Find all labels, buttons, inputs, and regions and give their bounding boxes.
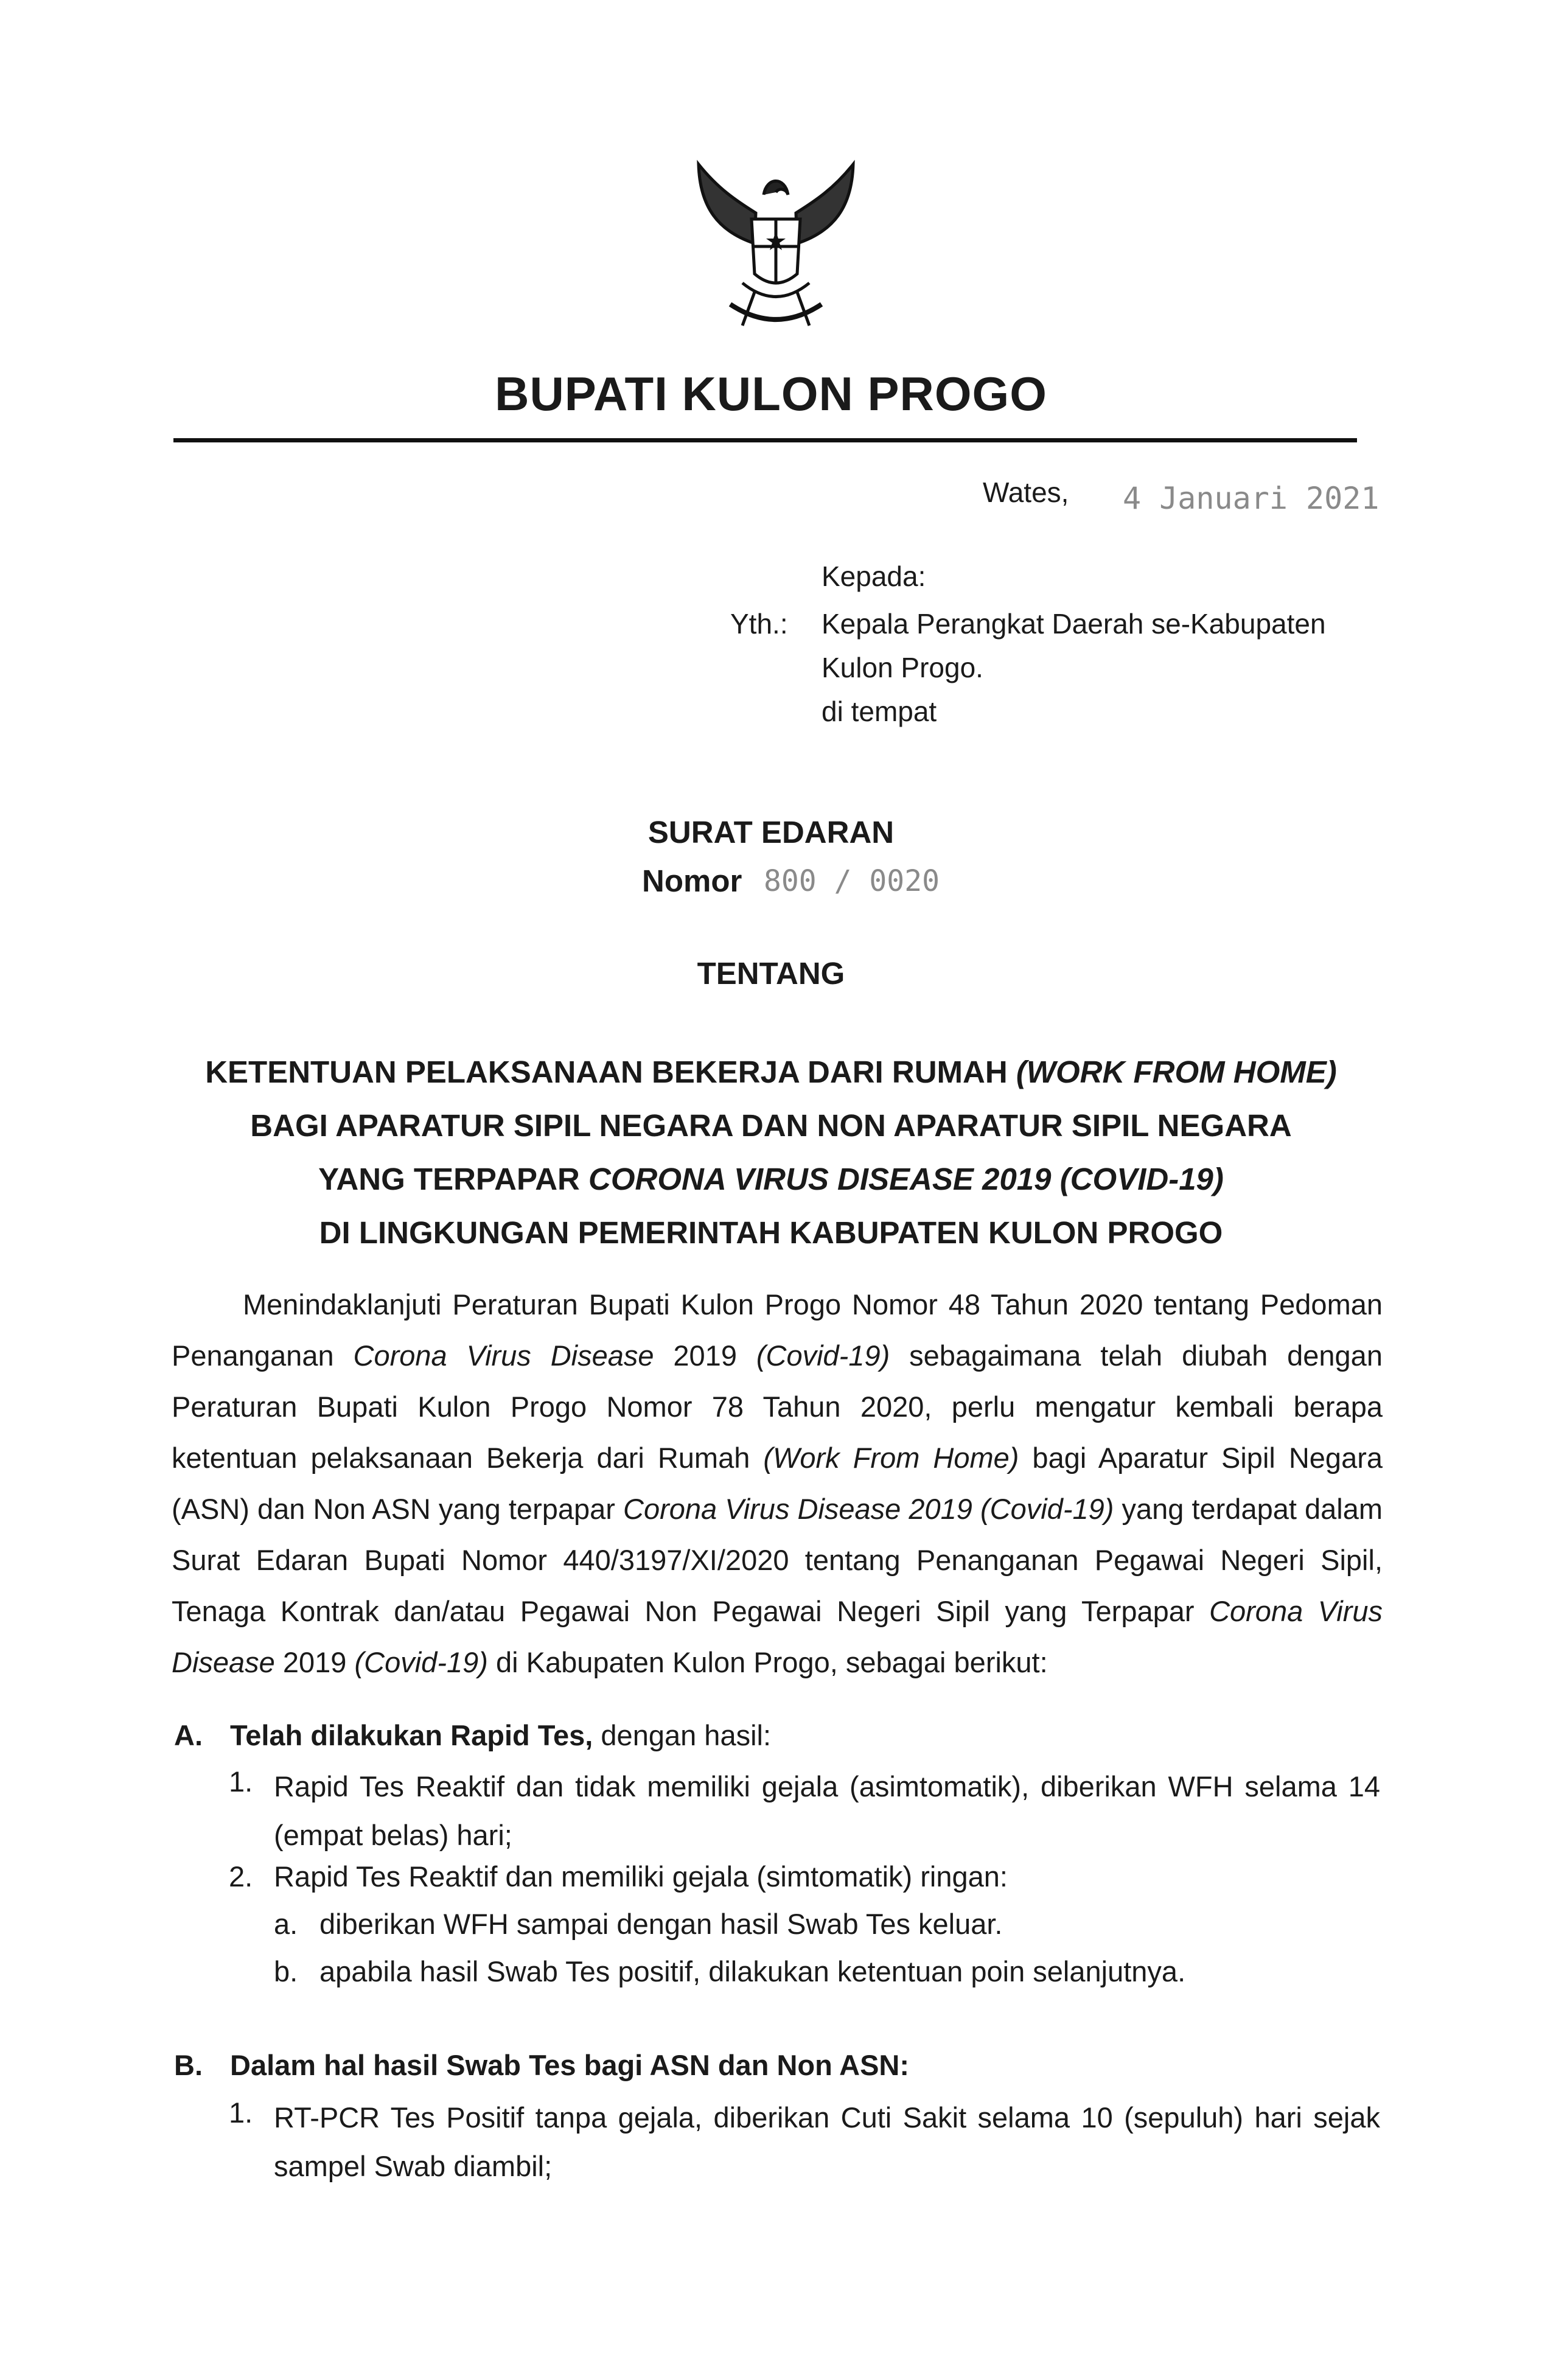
subject-block <box>0 1045 1542 1260</box>
addressee-line1: Kepala Perangkat Daerah se-Kabupaten <box>822 608 1326 640</box>
addressee-line3: di tempat <box>822 696 937 727</box>
section-a-item-2-text: Rapid Tes Reaktif dan memiliki gejala (simtomatik) ringan: <box>274 1860 1008 1893</box>
section-b-heading: Dalam hal hasil Swab Tes bagi ASN dan Non ASN: <box>230 2049 910 2081</box>
section-a-marker: A. <box>174 1719 203 1751</box>
letter-number-label: Nomor <box>642 864 742 898</box>
subject-line-4: DI LINGKUNGAN PEMERINTAH KABUPATEN KULON PROGO <box>319 1215 1223 1250</box>
section-b-item-1-number: 1. <box>229 2096 253 2129</box>
section-a-subitem-b-text: apabila hasil Swab Tes positif, dilakukan ketentuan poin selanjutnya. <box>319 1955 1186 1987</box>
subject-line-3: YANG TERPAPAR CORONA VIRUS DISEASE 2019 (COVID-19) <box>318 1162 1224 1196</box>
addressee-yth: Yth.: <box>730 608 788 640</box>
section-b-item-1-text: RT-PCR Tes Positif tanpa gejala, diberikan Cuti Sakit selama 10 (sepuluh) hari sejak sampel Swab diambil; <box>274 2101 1380 2182</box>
garuda-pancasila-emblem-icon <box>682 152 870 341</box>
section-a-item-2-number: 2. <box>229 1860 253 1893</box>
tentang-heading: TENTANG <box>697 956 845 991</box>
addressee-line2: Kulon Progo. <box>822 652 983 683</box>
addressee-kepada: Kepada: <box>822 560 926 592</box>
section-a-subitem-a-text: diberikan WFH sampai dengan hasil Swab Tes keluar. <box>319 1908 1003 1940</box>
header-divider <box>173 438 1357 442</box>
intro-paragraph: Menindaklanjuti Peraturan Bupati Kulon Progo Nomor 48 Tahun 2020 tentang Pedoman Penanganan Corona Virus Disease 2019 (Covid-19) sebagaimana telah diubah dengan Peraturan Bupati Kulon Progo Nomor 78 Tahun 2020, perlu mengatur kembali berapa ketentuan pelaksanaan Bekerja dari Rumah (Work From Home) bagi Aparatur Sipil Negara (ASN) dan Non ASN yang terpapar Corona Virus Disease 2019 (Covid-19) yang terdapat dalam Surat Edaran Bupati Nomor 440/3197/XI/2020 tentang Penanganan Pegawai Negeri Sipil, Tenaga Kontrak dan/atau Pegawai Non Pegawai Negeri Sipil yang Terpapar Corona Virus Disease 2019 (Covid-19) di Kabupaten Kulon Progo, sebagai berikut: <box>172 1288 1383 1678</box>
section-b-marker: B. <box>174 2049 203 2081</box>
date-place: Wates, <box>983 476 1069 508</box>
letter-number-stamp: 800 / 0020 <box>764 864 940 898</box>
section-a-heading: Telah dilakukan Rapid Tes, dengan hasil: <box>230 1719 772 1751</box>
subject-line-2: BAGI APARATUR SIPIL NEGARA DAN NON APARATUR SIPIL NEGARA <box>250 1108 1292 1143</box>
letter-type: SURAT EDARAN <box>647 815 895 850</box>
page-title: BUPATI KULON PROGO <box>495 367 1047 421</box>
section-a-subitem-b-letter: b. <box>274 1955 298 1987</box>
section-a-item-1-number: 1. <box>229 1765 253 1798</box>
section-a-subitem-a-letter: a. <box>274 1908 298 1940</box>
subject-line-1: KETENTUAN PELAKSANAAN BEKERJA DARI RUMAH (WORK FROM HOME) <box>205 1055 1337 1089</box>
section-a-item-1-text: Rapid Tes Reaktif dan tidak memiliki gejala (asimtomatik), diberikan WFH selama 14 (empat belas) hari; <box>274 1770 1380 1851</box>
date-stamp: 4 Januari 2021 <box>1123 481 1380 516</box>
